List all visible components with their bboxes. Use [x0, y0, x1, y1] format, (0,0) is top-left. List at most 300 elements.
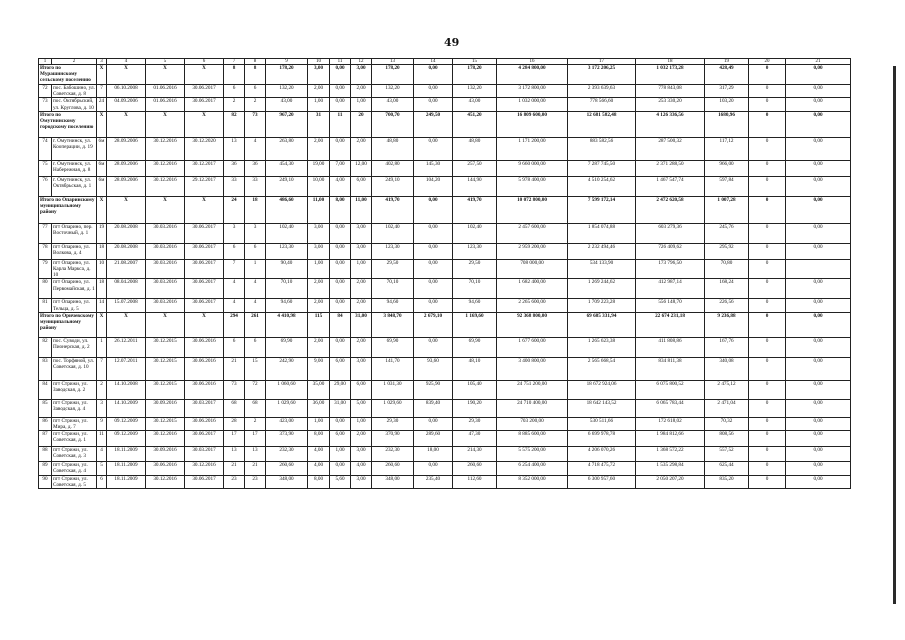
table-row — [39, 279, 851, 299]
table-cell: 08.04.2008 — [107, 279, 146, 299]
table-cell: 123,30 — [372, 243, 414, 259]
table-cell: 8 — [245, 65, 266, 85]
table-cell: 06.10.2008 — [107, 85, 146, 98]
table-cell: 29,00 — [330, 380, 351, 399]
table-cell: 0,00 — [786, 98, 851, 111]
table-cell: 700,70 — [372, 111, 414, 137]
table-cell: 0 — [749, 312, 786, 337]
table-cell: Х — [146, 111, 185, 137]
table-cell: 348,00 — [266, 475, 308, 488]
table-cell: 30.06.2016 — [185, 380, 224, 399]
table-cell: 232,30 — [266, 447, 308, 462]
table-cell: 530 511,66 — [568, 417, 636, 430]
table-row — [39, 98, 851, 111]
table-cell: 09.12.2009 — [107, 417, 146, 430]
table-cell: 48,10 — [453, 357, 497, 380]
table-cell: 22 674 231,18 — [636, 312, 705, 337]
table-cell: 6 300 957,60 — [568, 475, 636, 488]
table-cell: 839,40 — [414, 399, 453, 417]
register-sheet — [38, 58, 850, 489]
table-cell: Х — [146, 196, 185, 223]
table-cell: 33 — [245, 176, 266, 196]
address-cell: пгт Стрижи, ул. Советская, д. 5 — [52, 475, 97, 488]
table-cell: 73 — [245, 111, 266, 137]
table-cell: 30.12.2016 — [146, 475, 185, 488]
table-cell: 0 — [749, 160, 786, 176]
table-cell: 0,00 — [330, 65, 351, 85]
table-cell: 6,00 — [351, 176, 372, 196]
table-cell: 0 — [749, 196, 786, 223]
table-cell: 102,40 — [266, 223, 308, 243]
table-cell: 0,00 — [330, 462, 351, 475]
table-cell: 1 984 812,66 — [636, 431, 705, 447]
table-cell: 0,00 — [786, 176, 851, 196]
table-cell: 294 — [224, 312, 245, 337]
table-cell: 2 — [245, 417, 266, 430]
table-cell: 102,40 — [372, 223, 414, 243]
table-cell: 04.09.2006 — [107, 98, 146, 111]
table-cell: 43,00 — [453, 98, 497, 111]
column-number-cell: 4 — [107, 59, 146, 65]
table-cell: 6м — [97, 137, 107, 160]
table-cell: 5 575 200,00 — [497, 447, 568, 462]
table-cell: 30.03.2016 — [146, 223, 185, 243]
table-cell: 3,00 — [308, 243, 330, 259]
table-cell: Х — [185, 65, 224, 85]
table-cell: 0,00 — [786, 196, 851, 223]
subtotal-row — [39, 312, 851, 337]
table-cell: Х — [185, 312, 224, 337]
table-cell: 1 535 298,84 — [636, 462, 705, 475]
address-cell: г. Омутнинск, ул. Набережная, д. 8 — [52, 160, 97, 176]
table-cell: 1 029,60 — [372, 399, 414, 417]
row-number-cell: 87 — [39, 431, 52, 447]
table-cell: 28 — [224, 417, 245, 430]
table-cell: 0,00 — [414, 279, 453, 299]
table-cell: 36 — [245, 160, 266, 176]
table-cell: 132,20 — [372, 85, 414, 98]
row-number-cell: 73 — [39, 98, 52, 111]
table-row — [39, 243, 851, 259]
table-cell: 3,00 — [351, 475, 372, 488]
table-cell: 6 — [245, 243, 266, 259]
table-cell: 30.12.2015 — [146, 417, 185, 430]
address-cell: пгт Стрижи, ул. Советская, д. 4 — [52, 462, 97, 475]
table-cell: 9,00 — [308, 357, 330, 380]
table-row — [39, 259, 851, 279]
table-cell: 19 — [97, 223, 107, 243]
table-cell: 18 672 924,06 — [568, 380, 636, 399]
address-cell: г. Омутнинск, ул. Кооперации, д. 19 — [52, 137, 97, 160]
table-cell: 3,00 — [351, 223, 372, 243]
table-cell: 18.11.2009 — [107, 447, 146, 462]
table-cell: Х — [146, 312, 185, 337]
table-cell: 0 — [749, 399, 786, 417]
table-cell: 557,52 — [705, 447, 749, 462]
table-row — [39, 337, 851, 357]
table-cell: 47,30 — [453, 431, 497, 447]
column-number-cell: 1 — [39, 59, 52, 65]
table-cell: 0 — [749, 85, 786, 98]
table-cell: 0,00 — [786, 357, 851, 380]
table-cell: 18 — [97, 279, 107, 299]
table-cell: 35,00 — [308, 380, 330, 399]
table-cell: 0 — [749, 243, 786, 259]
table-cell: 4,00 — [308, 462, 330, 475]
table-cell: 13 — [245, 447, 266, 462]
table-cell: 0 — [749, 380, 786, 399]
table-cell: 30.06.2016 — [185, 337, 224, 357]
table-cell: 454,30 — [266, 160, 308, 176]
table-row — [39, 447, 851, 462]
table-cell: 94,60 — [372, 299, 414, 312]
table-cell: 1 169,60 — [453, 312, 497, 337]
table-cell: 835,20 — [705, 475, 749, 488]
table-cell: 14.10.2008 — [107, 380, 146, 399]
table-cell: 36 — [224, 160, 245, 176]
table-cell: Х — [97, 111, 107, 137]
table-cell: 18 — [97, 243, 107, 259]
table-cell: 0 — [749, 417, 786, 430]
table-cell: 1 368 572,22 — [636, 447, 705, 462]
table-cell: 5,00 — [351, 399, 372, 417]
table-cell: 2 — [97, 380, 107, 399]
subtotal-row — [39, 65, 851, 85]
table-cell: 6,00 — [330, 431, 351, 447]
table-cell: 30.12.2017 — [185, 160, 224, 176]
table-cell: 967,20 — [266, 111, 308, 137]
column-number-cell: 12 — [351, 59, 372, 65]
table-cell: 18.11.2009 — [107, 475, 146, 488]
table-cell: 7 599 172,14 — [568, 196, 636, 223]
table-cell: 3 — [245, 223, 266, 243]
table-cell: 249,50 — [414, 111, 453, 137]
column-number-cell: 18 — [636, 59, 705, 65]
row-number-cell: 84 — [39, 380, 52, 399]
table-cell: 30.03.2016 — [146, 299, 185, 312]
table-cell: 287 500,32 — [636, 137, 705, 160]
table-cell: 0,00 — [786, 380, 851, 399]
table-cell: Х — [107, 312, 146, 337]
table-cell: 1,00 — [351, 417, 372, 430]
table-cell: 419,70 — [453, 196, 497, 223]
table-cell: 4 126 336,56 — [636, 111, 705, 137]
table-cell: 1 032 000,00 — [497, 98, 568, 111]
table-cell: 123,30 — [266, 243, 308, 259]
table-cell: 0,00 — [330, 243, 351, 259]
table-cell: 423,00 — [266, 417, 308, 430]
table-cell: 24 710 400,00 — [497, 399, 568, 417]
column-number-cell: 14 — [414, 59, 453, 65]
subtotal-label: Итого по Опаринскому муниципальному району — [39, 196, 97, 223]
table-cell: 01.06.2016 — [146, 85, 185, 98]
table-cell: 0 — [749, 223, 786, 243]
table-cell: 0,00 — [786, 137, 851, 160]
table-cell: 214,30 — [453, 447, 497, 462]
table-cell: 1 060,60 — [266, 380, 308, 399]
row-number-cell: 85 — [39, 399, 52, 417]
table-cell: 29,30 — [453, 417, 497, 430]
table-cell: 348,00 — [372, 475, 414, 488]
table-cell: 6 — [245, 85, 266, 98]
table-cell: 18 642 143,52 — [568, 399, 636, 417]
table-cell: 0 — [749, 176, 786, 196]
table-cell: 8,00 — [330, 196, 351, 223]
table-cell: 245,76 — [705, 223, 749, 243]
table-cell: 141,70 — [372, 357, 414, 380]
table-cell: 3,00 — [351, 447, 372, 462]
table-cell: 69,90 — [266, 337, 308, 357]
table-row — [39, 160, 851, 176]
table-cell: 69,90 — [372, 337, 414, 357]
table-cell: 24 751 200,00 — [497, 380, 568, 399]
table-cell: 178,20 — [266, 65, 308, 85]
table-cell: 31 — [308, 111, 330, 137]
table-cell: 4,00 — [330, 176, 351, 196]
table-cell: 0,00 — [330, 259, 351, 279]
table-cell: 4 410,98 — [266, 312, 308, 337]
table-cell: 178,20 — [453, 65, 497, 85]
table-cell: 17 — [224, 431, 245, 447]
table-cell: 70,10 — [453, 279, 497, 299]
table-cell: 3 172 800,00 — [497, 85, 568, 98]
table-cell: 29,50 — [372, 259, 414, 279]
table-cell: 486,60 — [266, 196, 308, 223]
table-cell: 14.10.2009 — [107, 399, 146, 417]
table-cell: 30.12.2016 — [146, 176, 185, 196]
table-cell: 4 — [224, 279, 245, 299]
table-cell: 2,00 — [308, 299, 330, 312]
table-cell: 235,40 — [414, 475, 453, 488]
table-cell: 1,00 — [308, 98, 330, 111]
subtotal-label: Итого по Мурашинскому сельскому поселению — [39, 65, 97, 85]
column-number-cell: 17 — [568, 59, 636, 65]
table-cell: 172 618,02 — [636, 417, 705, 430]
table-cell: 178,20 — [372, 65, 414, 85]
address-cell: пгт Опарино, ул. Волкова, д. 4 — [52, 243, 97, 259]
table-cell: 0,00 — [414, 243, 453, 259]
table-cell: 411 808,86 — [636, 337, 705, 357]
table-cell: 70,32 — [705, 417, 749, 430]
table-cell: 21 — [224, 462, 245, 475]
table-cell: 1 031,30 — [372, 380, 414, 399]
table-cell: 6,00 — [330, 357, 351, 380]
table-cell: 70,10 — [372, 279, 414, 299]
table-cell: 4 718 475,72 — [568, 462, 636, 475]
table-cell: 6,00 — [351, 380, 372, 399]
table-cell: 18.11.2009 — [107, 462, 146, 475]
table-cell: 289,60 — [414, 431, 453, 447]
table-cell: 93,60 — [414, 357, 453, 380]
table-cell: 9 — [97, 417, 107, 430]
table-cell: 232,30 — [372, 447, 414, 462]
table-cell: 1 269 244,62 — [568, 279, 636, 299]
table-cell: 0 — [749, 357, 786, 380]
table-cell: 30.06.2017 — [185, 259, 224, 279]
table-cell: 295,92 — [705, 243, 749, 259]
table-cell: 0,00 — [414, 223, 453, 243]
table-row — [39, 85, 851, 98]
table-cell: 0,00 — [330, 85, 351, 98]
table-cell: 30.06.2017 — [185, 85, 224, 98]
table-cell: 263,80 — [266, 137, 308, 160]
table-cell: 2,00 — [308, 279, 330, 299]
table-row — [39, 357, 851, 380]
table-cell: 402,80 — [372, 160, 414, 176]
table-body — [39, 59, 851, 489]
table-cell: 82 — [224, 111, 245, 137]
table-cell: 7 — [224, 259, 245, 279]
address-cell: г. Омутнинск, ул. Октябрьская, д. 1 — [52, 176, 97, 196]
table-cell: 3,00 — [308, 65, 330, 85]
table-cell: 249,10 — [372, 176, 414, 196]
table-cell: 3 — [97, 399, 107, 417]
table-cell: 966,00 — [705, 160, 749, 176]
table-cell: 6 — [245, 337, 266, 357]
table-cell: 6 065 783,44 — [636, 399, 705, 417]
column-number-cell: 10 — [308, 59, 330, 65]
table-cell: 0 — [749, 447, 786, 462]
table-cell: 29.12.2017 — [185, 176, 224, 196]
table-cell: 1,00 — [330, 447, 351, 462]
table-cell: 69 685 331,94 — [568, 312, 636, 337]
table-cell: 167,76 — [705, 337, 749, 357]
table-cell: 8,00 — [308, 431, 330, 447]
table-cell: 451,20 — [453, 111, 497, 137]
table-cell: 1 007,28 — [705, 196, 749, 223]
table-cell: 145,30 — [414, 160, 453, 176]
table-cell: 257,50 — [453, 160, 497, 176]
table-cell: 2 — [245, 98, 266, 111]
table-cell: 0,00 — [786, 279, 851, 299]
table-cell: Х — [185, 196, 224, 223]
table-cell: 2 475,12 — [705, 380, 749, 399]
table-cell: 7 — [97, 357, 107, 380]
table-cell: 16 809 600,00 — [497, 111, 568, 137]
table-row — [39, 462, 851, 475]
table-cell: 317,29 — [705, 85, 749, 98]
table-cell: 14 — [97, 299, 107, 312]
table-cell: 10,00 — [308, 176, 330, 196]
table-cell: 2 — [224, 98, 245, 111]
table-cell: 597,84 — [705, 176, 749, 196]
table-cell: 370,90 — [372, 431, 414, 447]
table-cell: 15.07.2008 — [107, 299, 146, 312]
column-number-cell: 19 — [705, 59, 749, 65]
table-row — [39, 223, 851, 243]
column-number-cell: 3 — [97, 59, 107, 65]
table-cell: 0,00 — [786, 299, 851, 312]
table-cell: 260,60 — [453, 462, 497, 475]
table-cell: 603 279,36 — [636, 223, 705, 243]
table-cell: 708 000,00 — [497, 259, 568, 279]
table-cell: 2 265 600,00 — [497, 299, 568, 312]
table-cell: 30.12.2016 — [146, 431, 185, 447]
table-cell: 0,00 — [414, 462, 453, 475]
table-cell: 21 — [224, 357, 245, 380]
table-cell: 30.06.2017 — [185, 243, 224, 259]
table-cell: 30.03.2016 — [146, 243, 185, 259]
table-cell: 249,10 — [266, 176, 308, 196]
column-number-cell: 2 — [52, 59, 97, 65]
table-cell: 115 — [308, 312, 330, 337]
table-cell: 2 472 620,58 — [636, 196, 705, 223]
table-cell: 9 660 000,00 — [497, 160, 568, 176]
table-cell: 2 232 494,46 — [568, 243, 636, 259]
table-cell: 6 254 400,00 — [497, 462, 568, 475]
table-cell: 92 368 800,00 — [497, 312, 568, 337]
table-cell: Х — [185, 111, 224, 137]
table-cell: 0 — [749, 65, 786, 85]
table-cell: 19,00 — [308, 160, 330, 176]
table-cell: 72 — [245, 380, 266, 399]
column-number-cell: 7 — [224, 59, 245, 65]
table-cell: 43,00 — [266, 98, 308, 111]
table-cell: 144,90 — [453, 176, 497, 196]
table-cell: 1 — [245, 259, 266, 279]
table-cell: 1,00 — [308, 259, 330, 279]
table-cell: 7 — [97, 85, 107, 98]
table-cell: 11 — [330, 111, 351, 137]
table-cell: 112,60 — [453, 475, 497, 488]
table-cell: 15 — [245, 357, 266, 380]
table-cell: 2 371 288,50 — [636, 160, 705, 176]
table-cell: 90,40 — [266, 259, 308, 279]
table-cell: 261 — [245, 312, 266, 337]
table-cell: 30.12.2016 — [146, 137, 185, 160]
table-row — [39, 380, 851, 399]
row-number-cell: 81 — [39, 299, 52, 312]
table-cell: 0 — [749, 111, 786, 137]
table-row — [39, 431, 851, 447]
column-number-cell: 15 — [453, 59, 497, 65]
table-cell: 21.08.2007 — [107, 259, 146, 279]
table-cell: 0 — [749, 259, 786, 279]
table-cell: 23 — [245, 475, 266, 488]
table-cell: 31,00 — [330, 399, 351, 417]
address-cell: пгт Стрижи, ул. Заводская, д. 2 — [52, 380, 97, 399]
table-cell: 6 — [224, 243, 245, 259]
table-cell: 0,00 — [414, 196, 453, 223]
table-cell: 29,30 — [372, 417, 414, 430]
table-cell: 28.09.2006 — [107, 137, 146, 160]
table-cell: 190,20 — [453, 399, 497, 417]
table-cell: 70,80 — [705, 259, 749, 279]
row-number-cell: 90 — [39, 475, 52, 488]
table-cell: 2 457 600,00 — [497, 223, 568, 243]
table-cell: 94,60 — [266, 299, 308, 312]
table-cell: 2,00 — [308, 85, 330, 98]
table-cell: 3 848,70 — [372, 312, 414, 337]
table-cell: 30.03.2016 — [146, 279, 185, 299]
table-cell: 4 206 070,26 — [568, 447, 636, 462]
table-cell: 12,00 — [351, 160, 372, 176]
row-number-cell: 89 — [39, 462, 52, 475]
table-cell: 2 050 207,20 — [636, 475, 705, 488]
table-cell: 0,00 — [330, 137, 351, 160]
table-cell: 834 811,38 — [636, 357, 705, 380]
table-cell: 0,00 — [414, 337, 453, 357]
table-cell: 0,00 — [786, 399, 851, 417]
table-row — [39, 176, 851, 196]
table-cell: 3,00 — [351, 243, 372, 259]
table-cell: 0,00 — [414, 299, 453, 312]
table-cell: 30.03.2017 — [185, 399, 224, 417]
table-cell: 5,60 — [330, 475, 351, 488]
scan-edge — [893, 66, 896, 604]
table-cell: 173 796,50 — [636, 259, 705, 279]
table-cell: 105,40 — [453, 380, 497, 399]
